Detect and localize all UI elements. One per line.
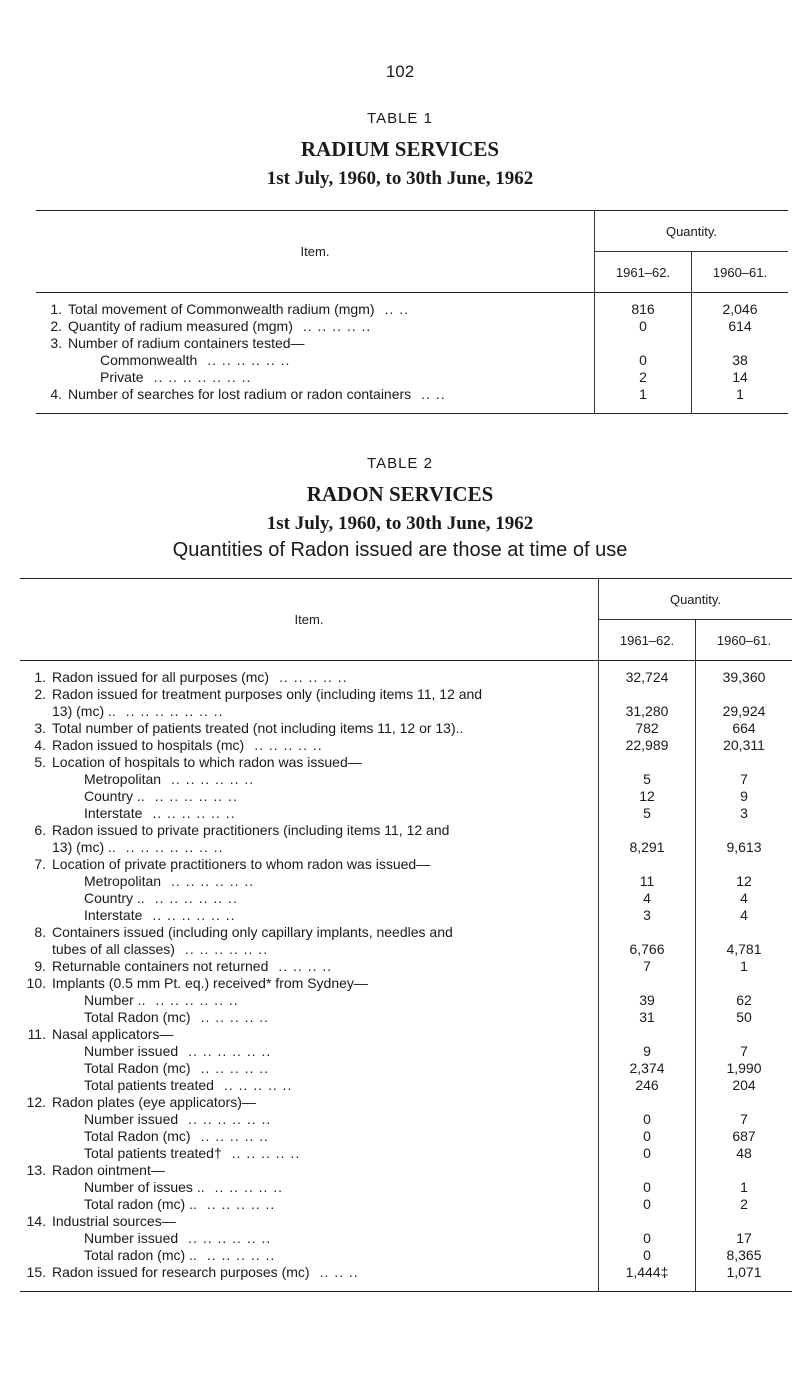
row-number: 1. xyxy=(50,301,62,317)
row-item xyxy=(20,686,599,703)
value-1960-61 xyxy=(696,754,793,771)
row-leader-dots: .. .. .. .. .. .. xyxy=(152,805,236,821)
row-label: Interstate xyxy=(84,907,143,923)
table-row xyxy=(20,1060,792,1077)
row-label: Total number of patients treated (not including items 11, 12 or 13).. xyxy=(52,720,464,736)
value-1960-61: 9 xyxy=(696,788,793,805)
value-1961-62: 3 xyxy=(599,907,696,924)
value-1961-62: 31,280 xyxy=(599,703,696,720)
value-1961-62: 0 xyxy=(599,1230,696,1247)
table-row xyxy=(20,771,792,788)
table-row xyxy=(20,1196,792,1213)
row-number: 1. xyxy=(34,669,46,685)
table1-item-header: Item. xyxy=(36,211,595,293)
value-1961-62: 246 xyxy=(599,1077,696,1094)
row-item xyxy=(20,1026,599,1043)
value-1961-62: 0 xyxy=(595,352,692,369)
row-label: Total radon (mc) .. xyxy=(84,1247,197,1263)
value-1960-61: 687 xyxy=(696,1128,793,1145)
row-label: Number issued xyxy=(84,1230,179,1246)
value-1960-61: 8,365 xyxy=(696,1247,793,1264)
table2-quantity-header: Quantity. xyxy=(599,579,793,620)
table1-title: RADIUM SERVICES xyxy=(300,137,500,161)
row-label: Total radon (mc) .. xyxy=(84,1196,197,1212)
row-item xyxy=(20,1179,599,1196)
value-1960-61 xyxy=(696,924,793,941)
table-row xyxy=(20,661,792,687)
table-row xyxy=(20,1230,792,1247)
value-1961-62 xyxy=(599,924,696,941)
row-number: 13. xyxy=(26,1162,46,1178)
row-number: 6. xyxy=(34,822,46,838)
row-label: Radon plates (eye applicators)— xyxy=(52,1094,256,1110)
value-1960-61: 664 xyxy=(696,720,793,737)
row-item xyxy=(20,754,599,771)
value-1960-61: 1 xyxy=(692,386,789,414)
table-row xyxy=(20,1009,792,1026)
table-row xyxy=(20,992,792,1009)
row-number: 14. xyxy=(26,1213,46,1229)
value-1961-62: 6,766 xyxy=(599,941,696,958)
row-item xyxy=(36,386,595,414)
value-1960-61: 50 xyxy=(696,1009,793,1026)
row-item xyxy=(20,890,599,907)
table2-item-header: Item. xyxy=(20,579,599,661)
value-1961-62: 22,989 xyxy=(599,737,696,754)
row-label: Country .. xyxy=(84,890,145,906)
table-row xyxy=(20,907,792,924)
table-row xyxy=(20,1094,792,1111)
value-1960-61: 9,613 xyxy=(696,839,793,856)
value-1960-61: 48 xyxy=(696,1145,793,1162)
value-1960-61 xyxy=(696,1026,793,1043)
row-label: Radon ointment— xyxy=(52,1162,165,1178)
row-label: Number .. xyxy=(84,992,146,1008)
value-1960-61: 20,311 xyxy=(696,737,793,754)
row-item xyxy=(20,805,599,822)
row-leader-dots: .. .. .. .. .. xyxy=(231,1145,301,1161)
row-number: 15. xyxy=(26,1264,46,1280)
table-row xyxy=(20,737,792,754)
table-row xyxy=(36,318,788,335)
value-1960-61: 1,071 xyxy=(696,1264,793,1292)
row-item xyxy=(20,839,599,856)
value-1961-62: 5 xyxy=(599,771,696,788)
table-row xyxy=(20,1162,792,1179)
row-number: 7. xyxy=(34,856,46,872)
value-1960-61: 38 xyxy=(692,352,789,369)
row-item xyxy=(20,788,599,805)
table-row xyxy=(36,293,788,319)
row-leader-dots: .. .. .. .. .. xyxy=(214,1179,284,1195)
value-1960-61 xyxy=(696,1213,793,1230)
value-1961-62 xyxy=(599,754,696,771)
table-row xyxy=(36,335,788,352)
row-leader-dots: .. .. .. .. .. .. xyxy=(152,907,236,923)
table-row xyxy=(36,352,788,369)
table-row xyxy=(20,1043,792,1060)
page-number: 102 xyxy=(385,62,415,81)
row-label: Containers issued (including only capillary implants, needles and xyxy=(52,924,453,940)
row-item xyxy=(20,924,599,941)
row-leader-dots: .. .. .. .. .. .. xyxy=(188,1043,272,1059)
value-1961-62 xyxy=(599,975,696,992)
row-leader-dots: .. .. .. .. .. .. xyxy=(171,873,255,889)
table2-note: Quantities of Radon issued are those at time of use xyxy=(172,539,628,561)
row-leader-dots: .. .. .. .. .. xyxy=(223,1077,293,1093)
row-label: Metropolitan xyxy=(84,771,162,787)
row-label: 13) (mc) .. xyxy=(52,703,116,719)
row-label: Total Radon (mc) xyxy=(84,1128,191,1144)
row-item xyxy=(36,352,595,369)
row-label: Location of hospitals to which radon was issued— xyxy=(52,754,362,770)
value-1961-62: 5 xyxy=(599,805,696,822)
value-1961-62: 0 xyxy=(599,1128,696,1145)
value-1961-62: 0 xyxy=(599,1196,696,1213)
value-1961-62 xyxy=(599,1162,696,1179)
table-row xyxy=(20,856,792,873)
row-number: 9. xyxy=(34,958,46,974)
row-leader-dots: .. .. .. .. .. .. xyxy=(154,788,238,804)
row-leader-dots: .. .. .. .. .. .. .. xyxy=(125,839,224,855)
radon-services-table xyxy=(20,578,792,1292)
table-row xyxy=(20,754,792,771)
table-row xyxy=(20,805,792,822)
row-leader-dots: .. .. .. .. xyxy=(278,958,333,974)
value-1960-61 xyxy=(696,1162,793,1179)
row-leader-dots: .. .. .. .. .. xyxy=(302,318,372,334)
row-label: Radon issued for treatment purposes only (including items 11, 12 and xyxy=(52,686,483,702)
row-item xyxy=(20,1094,599,1111)
row-leader-dots: .. .. .. .. .. xyxy=(279,669,348,685)
table-row xyxy=(20,924,792,941)
row-leader-dots: .. .. .. .. .. xyxy=(206,1196,276,1212)
row-label: Quantity of radium measured (mgm) xyxy=(68,318,293,334)
row-number: 2. xyxy=(50,318,62,334)
row-leader-dots: .. .. .. .. .. xyxy=(254,737,323,753)
table-row xyxy=(20,975,792,992)
row-label: Number issued xyxy=(84,1043,179,1059)
row-number: 4. xyxy=(50,386,62,402)
row-leader-dots: .. .. .. .. .. .. xyxy=(184,941,269,957)
row-item xyxy=(20,737,599,754)
table2-col2-header: 1960–61. xyxy=(696,620,793,661)
table1-body xyxy=(36,293,788,414)
row-leader-dots: .. .. .. xyxy=(319,1264,359,1280)
value-1960-61 xyxy=(696,975,793,992)
row-label: Private xyxy=(100,369,144,385)
value-1960-61: 7 xyxy=(696,771,793,788)
value-1961-62 xyxy=(599,1026,696,1043)
row-leader-dots: .. .. .. .. .. .. xyxy=(188,1111,272,1127)
table-row xyxy=(20,788,792,805)
value-1961-62 xyxy=(599,856,696,873)
table-row xyxy=(20,822,792,839)
row-item xyxy=(20,1111,599,1128)
row-item xyxy=(20,1196,599,1213)
row-label: Location of private practitioners to whom radon was issued— xyxy=(52,856,431,872)
value-1960-61: 7 xyxy=(696,1111,793,1128)
value-1961-62: 39 xyxy=(599,992,696,1009)
table-row xyxy=(20,958,792,975)
row-number: 10. xyxy=(26,975,46,991)
table1-col2-header: 1960–61. xyxy=(692,252,789,293)
row-label: Total movement of Commonwealth radium (mgm) xyxy=(68,301,375,317)
value-1960-61: 1,990 xyxy=(696,1060,793,1077)
value-1960-61: 29,924 xyxy=(696,703,793,720)
row-leader-dots: .. .. .. .. .. .. .. xyxy=(125,703,224,719)
table-row xyxy=(20,873,792,890)
row-number: 12. xyxy=(26,1094,46,1110)
row-label: Implants (0.5 mm Pt. eq.) received* from Sydney— xyxy=(52,975,368,991)
value-1960-61: 4,781 xyxy=(696,941,793,958)
value-1961-62 xyxy=(599,822,696,839)
row-label: Returnable containers not returned xyxy=(52,958,269,974)
row-item xyxy=(20,771,599,788)
value-1961-62: 12 xyxy=(599,788,696,805)
table2-title: RADON SERVICES xyxy=(306,482,494,506)
value-1961-62: 0 xyxy=(599,1179,696,1196)
value-1961-62 xyxy=(599,1094,696,1111)
row-item xyxy=(20,975,599,992)
row-number: 5. xyxy=(34,754,46,770)
table-row xyxy=(20,1026,792,1043)
table2-period: 1st July, 1960, to 30th June, 1962 xyxy=(266,513,534,534)
row-leader-dots: .. .. .. .. .. .. .. xyxy=(153,369,252,385)
table-row xyxy=(36,386,788,414)
value-1961-62: 4 xyxy=(599,890,696,907)
row-label: Radon issued for all purposes (mc) xyxy=(52,669,270,685)
value-1960-61 xyxy=(696,856,793,873)
row-number: 3. xyxy=(34,720,46,736)
table-row xyxy=(20,839,792,856)
value-1960-61 xyxy=(696,1094,793,1111)
row-item xyxy=(20,1128,599,1145)
row-label: Total patients treated† xyxy=(84,1145,222,1161)
row-item xyxy=(36,293,595,319)
value-1961-62 xyxy=(595,335,692,352)
row-item xyxy=(20,1162,599,1179)
value-1960-61 xyxy=(696,686,793,703)
value-1961-62: 816 xyxy=(595,293,692,319)
value-1961-62: 782 xyxy=(599,720,696,737)
value-1961-62: 0 xyxy=(599,1247,696,1264)
row-number: 11. xyxy=(27,1026,46,1042)
row-leader-dots: .. .. .. .. .. .. xyxy=(188,1230,272,1246)
row-label: Nasal applicators— xyxy=(52,1026,174,1042)
row-label: Total patients treated xyxy=(84,1077,214,1093)
row-item xyxy=(20,941,599,958)
value-1960-61: 7 xyxy=(696,1043,793,1060)
table-row xyxy=(20,720,792,737)
value-1961-62: 2,374 xyxy=(599,1060,696,1077)
value-1961-62 xyxy=(599,686,696,703)
table-row xyxy=(20,1111,792,1128)
row-leader-dots: .. .. xyxy=(384,301,409,317)
row-item xyxy=(20,1009,599,1026)
table1-col1-header: 1961–62. xyxy=(595,252,692,293)
value-1961-62: 7 xyxy=(599,958,696,975)
row-item xyxy=(20,1213,599,1230)
table-row xyxy=(20,703,792,720)
row-label: Number of radium containers tested— xyxy=(68,335,305,351)
value-1960-61: 39,360 xyxy=(696,661,793,687)
row-item xyxy=(20,1247,599,1264)
row-leader-dots: .. .. .. .. .. .. xyxy=(171,771,255,787)
value-1960-61: 2,046 xyxy=(692,293,789,319)
value-1960-61: 4 xyxy=(696,890,793,907)
table-row xyxy=(20,686,792,703)
row-leader-dots: .. .. .. .. .. xyxy=(200,1009,270,1025)
row-item xyxy=(20,992,599,1009)
value-1961-62: 0 xyxy=(595,318,692,335)
table1-period: 1st July, 1960, to 30th June, 1962 xyxy=(266,168,534,189)
row-item xyxy=(20,1077,599,1094)
row-label: Commonwealth xyxy=(100,352,198,368)
row-label: tubes of all classes) xyxy=(52,941,175,957)
value-1961-62: 31 xyxy=(599,1009,696,1026)
table-row xyxy=(20,1213,792,1230)
value-1960-61: 1 xyxy=(696,1179,793,1196)
table2-heading xyxy=(0,455,800,562)
value-1961-62: 8,291 xyxy=(599,839,696,856)
row-label: Total Radon (mc) xyxy=(84,1060,191,1076)
value-1961-62: 32,724 xyxy=(599,661,696,687)
table2-col1-header: 1961–62. xyxy=(599,620,696,661)
row-label: Number issued xyxy=(84,1111,179,1127)
value-1961-62: 0 xyxy=(599,1111,696,1128)
table-row xyxy=(20,941,792,958)
radium-services-table xyxy=(36,210,788,414)
value-1961-62 xyxy=(599,1213,696,1230)
table-row xyxy=(20,890,792,907)
row-item xyxy=(20,873,599,890)
value-1960-61: 2 xyxy=(696,1196,793,1213)
table-row xyxy=(20,1145,792,1162)
value-1961-62: 0 xyxy=(599,1145,696,1162)
value-1960-61 xyxy=(696,822,793,839)
value-1961-62: 9 xyxy=(599,1043,696,1060)
value-1960-61: 614 xyxy=(692,318,789,335)
row-item xyxy=(20,958,599,975)
row-label: Total Radon (mc) xyxy=(84,1009,191,1025)
row-label: Metropolitan xyxy=(84,873,162,889)
row-item xyxy=(20,1264,599,1292)
row-number: 4. xyxy=(34,737,46,753)
value-1960-61: 204 xyxy=(696,1077,793,1094)
row-item xyxy=(20,1230,599,1247)
row-leader-dots: .. .. .. .. .. .. xyxy=(207,352,291,368)
table1-quantity-header: Quantity. xyxy=(595,211,789,252)
row-item xyxy=(20,856,599,873)
table-row xyxy=(36,369,788,386)
row-number: 3. xyxy=(50,335,62,351)
row-item xyxy=(36,369,595,386)
row-leader-dots: .. .. .. .. .. xyxy=(206,1247,276,1263)
row-item xyxy=(20,661,599,687)
row-label: Number of searches for lost radium or radon containers xyxy=(68,386,412,402)
table-row xyxy=(20,1179,792,1196)
row-number: 8. xyxy=(34,924,46,940)
row-item xyxy=(36,318,595,335)
row-label: Interstate xyxy=(84,805,143,821)
row-label: Radon issued to hospitals (mc) xyxy=(52,737,245,753)
value-1960-61: 4 xyxy=(696,907,793,924)
row-label: Country .. xyxy=(84,788,145,804)
row-label: Number of issues .. xyxy=(84,1179,205,1195)
row-leader-dots: .. .. .. .. .. xyxy=(200,1128,270,1144)
row-label: Industrial sources— xyxy=(52,1213,176,1229)
row-label: 13) (mc) .. xyxy=(52,839,116,855)
row-label: Radon issued to private practitioners (including items 11, 12 and xyxy=(52,822,450,838)
row-item xyxy=(20,720,599,737)
value-1960-61 xyxy=(692,335,789,352)
value-1961-62: 11 xyxy=(599,873,696,890)
value-1960-61: 17 xyxy=(696,1230,793,1247)
value-1961-62: 2 xyxy=(595,369,692,386)
row-item xyxy=(20,822,599,839)
value-1961-62: 1 xyxy=(595,386,692,414)
row-label: Radon issued for research purposes (mc) xyxy=(52,1264,310,1280)
table2-label: TABLE 2 xyxy=(367,455,433,472)
table1-heading xyxy=(0,110,800,190)
table1-label: TABLE 1 xyxy=(367,110,433,127)
table-row xyxy=(20,1128,792,1145)
value-1960-61: 62 xyxy=(696,992,793,1009)
row-item xyxy=(20,1060,599,1077)
row-item xyxy=(20,907,599,924)
row-item xyxy=(20,1145,599,1162)
row-item xyxy=(36,335,595,352)
row-leader-dots: .. .. .. .. .. .. xyxy=(154,890,238,906)
table2-body xyxy=(20,661,792,1292)
row-item xyxy=(20,703,599,720)
row-leader-dots: .. .. xyxy=(421,386,446,402)
row-leader-dots: .. .. .. .. .. .. xyxy=(155,992,239,1008)
value-1961-62: 1,444‡ xyxy=(599,1264,696,1292)
row-leader-dots: .. .. .. .. .. xyxy=(200,1060,270,1076)
table-row xyxy=(20,1264,792,1292)
row-item xyxy=(20,1043,599,1060)
value-1960-61: 12 xyxy=(696,873,793,890)
value-1960-61: 1 xyxy=(696,958,793,975)
value-1960-61: 14 xyxy=(692,369,789,386)
row-number: 2. xyxy=(34,686,46,702)
table-row xyxy=(20,1247,792,1264)
value-1960-61: 3 xyxy=(696,805,793,822)
table-row xyxy=(20,1077,792,1094)
